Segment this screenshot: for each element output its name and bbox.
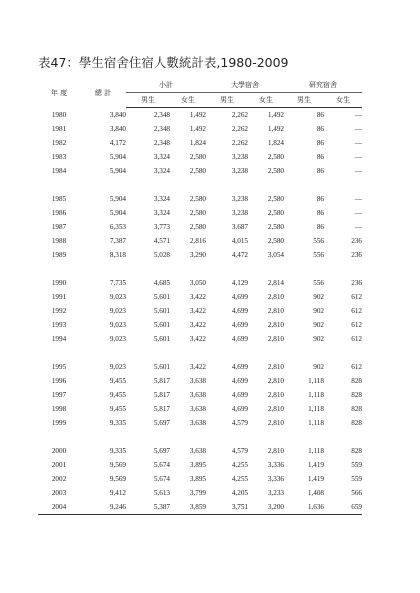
subtotal-male-cell: 5,601 <box>153 293 170 301</box>
subtotal-male-cell: 3,324 <box>153 195 170 203</box>
university-female-header: 女生 <box>248 93 284 108</box>
table-row <box>38 290 362 304</box>
graduate-male-cell: 1,636 <box>284 500 324 515</box>
table-body <box>38 108 362 515</box>
graduate-male-cell: 1,118 <box>308 391 324 399</box>
graduate-male-cell: 556 <box>313 279 324 287</box>
subtotal-female-cell: 1,824 <box>189 139 206 147</box>
university-female-cell: 3,233 <box>267 489 284 497</box>
subtotal-male-cell: 4,571 <box>153 237 170 245</box>
graduate-female-cell: 612 <box>351 335 362 343</box>
table-row <box>38 388 362 402</box>
subtotal-female-cell: 2,580 <box>189 209 206 217</box>
university-male-cell: 4,699 <box>231 307 248 315</box>
graduate-female-cell: 612 <box>351 321 362 329</box>
subtotal-male-cell: 5,601 <box>153 363 170 371</box>
subtotal-female-cell: 3,638 <box>189 405 206 413</box>
university-female-cell: 2,810 <box>267 363 284 371</box>
subtotal-female-cell: 1,492 <box>189 125 206 133</box>
university-male-cell: 4,699 <box>231 391 248 399</box>
graduate-male-cell: 1,118 <box>308 405 324 413</box>
year-cell: 1989 <box>51 251 67 259</box>
table-row <box>38 444 362 458</box>
subtotal-female-cell: 2,816 <box>189 237 206 245</box>
graduate-male-cell: 86 <box>316 195 324 203</box>
total-cell: 9,335 <box>109 419 126 427</box>
table-row <box>38 332 362 346</box>
university-male-cell: 3,687 <box>231 223 248 231</box>
graduate-female-cell: — <box>354 167 362 175</box>
table-row <box>38 206 362 220</box>
subtotal-female-cell: 3,050 <box>189 279 206 287</box>
graduate-female-cell: 236 <box>351 279 362 287</box>
table-row <box>38 318 362 332</box>
table-row <box>38 248 362 262</box>
graduate-male-cell: 1,408 <box>307 489 324 497</box>
subtotal-male-cell: 2,348 <box>153 125 170 133</box>
total-cell: 9,023 <box>109 335 126 343</box>
subtotal-male-cell: 5,613 <box>153 489 170 497</box>
total-cell: 9,455 <box>109 405 126 413</box>
subtotal-male-cell: 5,601 <box>153 307 170 315</box>
subtotal-female-cell: 2,580 <box>189 153 206 161</box>
graduate-female-cell: 828 <box>351 405 362 413</box>
university-female-cell: 2,580 <box>267 223 284 231</box>
subtotal-female-cell: 3,799 <box>189 489 206 497</box>
university-female-cell: 2,810 <box>267 377 284 385</box>
university-male-cell: 4,699 <box>231 363 248 371</box>
graduate-female-cell: 828 <box>351 447 362 455</box>
graduate-female-cell: 236 <box>351 237 362 245</box>
graduate-female-cell: — <box>354 195 362 203</box>
university-female-cell: 2,810 <box>267 293 284 301</box>
university-female-cell: 2,810 <box>267 391 284 399</box>
year-cell: 1994 <box>51 335 67 343</box>
graduate-female-cell: 612 <box>351 363 362 371</box>
graduate-female-cell: 236 <box>351 251 362 259</box>
table-row <box>38 374 362 388</box>
university-male-cell: 4,255 <box>231 475 248 483</box>
university-female-cell: 3,336 <box>267 461 284 469</box>
year-cell: 1983 <box>51 153 67 161</box>
university-female-cell: 2,810 <box>267 419 284 427</box>
total-cell: 7,735 <box>109 279 126 287</box>
subtotal-female-cell: 3,422 <box>189 321 206 329</box>
total-cell: 3,840 <box>109 125 126 133</box>
year-cell: 1984 <box>51 167 67 175</box>
year-cell: 1985 <box>51 195 67 203</box>
table-row <box>38 458 362 472</box>
subtotal-female-cell: 2,580 <box>189 223 206 231</box>
graduate-male-cell: 86 <box>316 209 324 217</box>
subtotal-male-cell: 2,348 <box>153 111 170 119</box>
university-male-cell: 3,238 <box>231 153 248 161</box>
graduate-female-cell: 828 <box>351 377 362 385</box>
subtotal-male-cell: 5,601 <box>153 321 170 329</box>
university-female-cell: 1,492 <box>267 125 284 133</box>
table-row <box>38 234 362 248</box>
university-female-cell: 2,810 <box>267 307 284 315</box>
university-female-cell: 2,580 <box>267 153 284 161</box>
graduate-male-cell: 556 <box>313 251 324 259</box>
table-row <box>38 150 362 164</box>
total-cell: 7,387 <box>109 237 126 245</box>
total-cell: 6,353 <box>109 223 126 231</box>
graduate-female-cell: 612 <box>351 293 362 301</box>
graduate-male-cell: 86 <box>316 125 324 133</box>
subtotal-male-cell: 2,348 <box>153 139 170 147</box>
subtotal-female-cell: 3,859 <box>170 500 206 515</box>
subtotal-male-cell: 4,685 <box>153 279 170 287</box>
year-cell: 2004 <box>38 500 80 515</box>
total-cell: 8,318 <box>109 251 126 259</box>
university-male-cell: 4,015 <box>231 237 248 245</box>
university-male-cell: 2,262 <box>231 125 248 133</box>
subtotal-male-cell: 5,601 <box>153 335 170 343</box>
graduate-male-cell: 1,118 <box>308 447 324 455</box>
year-cell: 1988 <box>51 237 67 245</box>
graduate-female-cell: 659 <box>324 500 362 515</box>
university-male-header: 男生 <box>206 93 248 108</box>
table-row <box>38 122 362 136</box>
subtotal-female-cell: 1,492 <box>189 111 206 119</box>
graduate-female-cell: — <box>354 153 362 161</box>
graduate-male-cell: 902 <box>313 307 324 315</box>
year-header: 年 度 <box>50 88 68 97</box>
subtotal-female-cell: 3,638 <box>189 391 206 399</box>
graduate-male-cell: 1,118 <box>308 377 324 385</box>
total-cell: 9,455 <box>109 391 126 399</box>
subtotal-female-cell: 3,638 <box>189 377 206 385</box>
graduate-male-cell: 86 <box>316 167 324 175</box>
group-spacer <box>38 430 362 444</box>
subtotal-female-cell: 2,580 <box>189 195 206 203</box>
university-female-cell: 3,200 <box>248 500 284 515</box>
table-row <box>38 108 362 123</box>
total-cell: 9,023 <box>109 293 126 301</box>
table-row <box>38 472 362 486</box>
university-male-cell: 4,699 <box>231 321 248 329</box>
university-female-cell: 2,814 <box>267 279 284 287</box>
year-cell: 2003 <box>51 489 67 497</box>
year-cell: 1980 <box>51 110 67 119</box>
total-cell: 5,904 <box>109 209 126 217</box>
graduate-female-cell: — <box>354 139 362 147</box>
total-cell: 9,412 <box>109 489 126 497</box>
university-male-cell: 4,205 <box>231 489 248 497</box>
year-cell: 1987 <box>51 223 67 231</box>
group-spacer <box>38 262 362 276</box>
graduate-male-cell: 86 <box>316 139 324 147</box>
graduate-male-header: 男生 <box>284 93 324 108</box>
university-male-cell: 4,699 <box>231 293 248 301</box>
table-row <box>38 136 362 150</box>
university-male-cell: 3,238 <box>231 195 248 203</box>
year-cell: 1999 <box>51 419 67 427</box>
university-male-cell: 2,262 <box>231 139 248 147</box>
subtotal-male-cell: 3,773 <box>153 223 170 231</box>
subtotal-male-cell: 5,697 <box>153 447 170 455</box>
university-female-cell: 2,580 <box>267 195 284 203</box>
subtotal-female-cell: 3,422 <box>189 335 206 343</box>
graduate-male-cell: 86 <box>316 111 324 119</box>
year-cell: 1998 <box>51 405 67 413</box>
subtotal-female-cell: 2,580 <box>189 167 206 175</box>
year-cell: 1990 <box>51 279 67 287</box>
graduate-dorm-header: 研究宿舍 <box>284 78 362 93</box>
subtotal-male-cell: 5,697 <box>153 419 170 427</box>
subtotal-female-cell: 3,638 <box>189 447 206 455</box>
graduate-male-cell: 86 <box>316 223 324 231</box>
table-row <box>38 164 362 178</box>
subtotal-male-cell: 5,817 <box>153 391 170 399</box>
table-row <box>38 416 362 430</box>
university-female-cell: 2,810 <box>267 405 284 413</box>
year-cell: 2002 <box>51 475 67 483</box>
total-cell: 3,840 <box>109 110 126 119</box>
year-cell: 1993 <box>51 321 67 329</box>
university-female-cell: 1,824 <box>267 139 284 147</box>
university-female-cell: 2,810 <box>267 335 284 343</box>
year-cell: 1986 <box>51 209 67 217</box>
group-spacer <box>38 178 362 192</box>
graduate-female-cell: 559 <box>351 461 362 469</box>
graduate-female-cell: — <box>354 209 362 217</box>
university-male-cell: 4,699 <box>231 335 248 343</box>
total-cell: 9,569 <box>109 475 126 483</box>
subtotal-female-cell: 3,895 <box>189 475 206 483</box>
table-row <box>38 276 362 290</box>
subtotal-male-cell: 5,817 <box>153 405 170 413</box>
subtotal-male-cell: 5,674 <box>153 475 170 483</box>
graduate-female-cell: — <box>354 111 362 119</box>
graduate-male-cell: 1,419 <box>307 475 324 483</box>
university-male-cell: 3,238 <box>231 209 248 217</box>
graduate-female-cell: 828 <box>351 419 362 427</box>
graduate-female-cell: 559 <box>351 475 362 483</box>
university-male-cell: 4,129 <box>231 279 248 287</box>
university-female-cell: 3,336 <box>267 475 284 483</box>
total-cell: 5,904 <box>109 167 126 175</box>
year-cell: 1991 <box>51 293 67 301</box>
total-cell: 4,172 <box>109 139 126 147</box>
university-dorm-header: 大學宿舍 <box>206 78 284 93</box>
graduate-female-cell: — <box>354 223 362 231</box>
graduate-male-cell: 86 <box>316 153 324 161</box>
university-male-cell: 3,238 <box>231 167 248 175</box>
university-male-cell: 3,751 <box>206 500 248 515</box>
subtotal-female-cell: 3,638 <box>189 419 206 427</box>
year-cell: 1995 <box>51 363 67 371</box>
university-female-cell: 2,810 <box>267 447 284 455</box>
total-cell: 9,023 <box>109 321 126 329</box>
year-cell: 2001 <box>51 461 67 469</box>
total-cell: 9,246 <box>80 500 126 515</box>
university-male-cell: 2,262 <box>231 111 248 119</box>
year-cell: 1997 <box>51 391 67 399</box>
university-male-cell: 4,579 <box>231 447 248 455</box>
subtotal-male-cell: 3,324 <box>153 167 170 175</box>
table-row <box>38 220 362 234</box>
graduate-female-cell: 612 <box>351 307 362 315</box>
total-cell: 9,569 <box>109 461 126 469</box>
subtotal-male-cell: 5,674 <box>153 461 170 469</box>
university-female-cell: 2,580 <box>267 209 284 217</box>
graduate-male-cell: 1,419 <box>307 461 324 469</box>
year-cell: 1996 <box>51 377 67 385</box>
total-cell: 9,335 <box>109 447 126 455</box>
subtotal-female-header: 女生 <box>170 93 206 108</box>
subtotal-female-cell: 3,290 <box>189 251 206 259</box>
graduate-male-cell: 902 <box>313 363 324 371</box>
graduate-male-cell: 556 <box>313 237 324 245</box>
university-male-cell: 4,699 <box>231 377 248 385</box>
subtotal-male-cell: 5,817 <box>153 377 170 385</box>
group-spacer <box>38 346 362 360</box>
total-cell: 9,023 <box>109 307 126 315</box>
year-cell: 1982 <box>51 139 67 147</box>
table-row <box>38 360 362 374</box>
subtotal-male-cell: 3,324 <box>153 209 170 217</box>
total-cell: 9,455 <box>109 377 126 385</box>
graduate-female-header: 女生 <box>324 93 362 108</box>
table-row <box>38 486 362 500</box>
university-male-cell: 4,579 <box>231 419 248 427</box>
graduate-male-cell: 1,118 <box>308 419 324 427</box>
year-cell: 2000 <box>51 447 67 455</box>
graduate-female-cell: 566 <box>351 489 362 497</box>
table-row <box>38 402 362 416</box>
total-cell: 5,904 <box>109 153 126 161</box>
graduate-female-cell: 828 <box>351 391 362 399</box>
university-female-cell: 2,580 <box>267 167 284 175</box>
subtotal-female-cell: 3,422 <box>189 293 206 301</box>
subtotal-male-cell: 5,028 <box>153 251 170 259</box>
graduate-male-cell: 902 <box>313 321 324 329</box>
table-row <box>38 304 362 318</box>
total-cell: 5,904 <box>109 195 126 203</box>
subtotal-female-cell: 3,422 <box>189 363 206 371</box>
university-female-cell: 2,810 <box>267 321 284 329</box>
table-title: 表47：學生宿舍住宿人數統計表,1980-2009 <box>38 55 289 70</box>
total-header: 總 計 <box>94 88 112 97</box>
subtotal-female-cell: 3,895 <box>189 461 206 469</box>
dormitory-table <box>38 78 362 515</box>
total-cell: 9,023 <box>109 363 126 371</box>
subtotal-male-header: 男生 <box>126 93 170 108</box>
graduate-male-cell: 902 <box>313 335 324 343</box>
table-row <box>38 500 362 515</box>
subtotal-female-cell: 3,422 <box>189 307 206 315</box>
university-female-cell: 1,492 <box>267 111 284 119</box>
university-female-cell: 2,580 <box>267 237 284 245</box>
year-cell: 1981 <box>51 125 67 133</box>
graduate-female-cell: — <box>354 125 362 133</box>
table-row <box>38 192 362 206</box>
subtotal-male-cell: 3,324 <box>153 153 170 161</box>
subtotal-male-cell: 5,387 <box>126 500 170 515</box>
year-cell: 1992 <box>51 307 67 315</box>
university-male-cell: 4,255 <box>231 461 248 469</box>
university-female-cell: 3,054 <box>267 251 284 259</box>
graduate-male-cell: 902 <box>313 293 324 301</box>
university-male-cell: 4,699 <box>231 405 248 413</box>
university-male-cell: 4,472 <box>231 251 248 259</box>
subtotal-header: 小計 <box>126 78 206 93</box>
